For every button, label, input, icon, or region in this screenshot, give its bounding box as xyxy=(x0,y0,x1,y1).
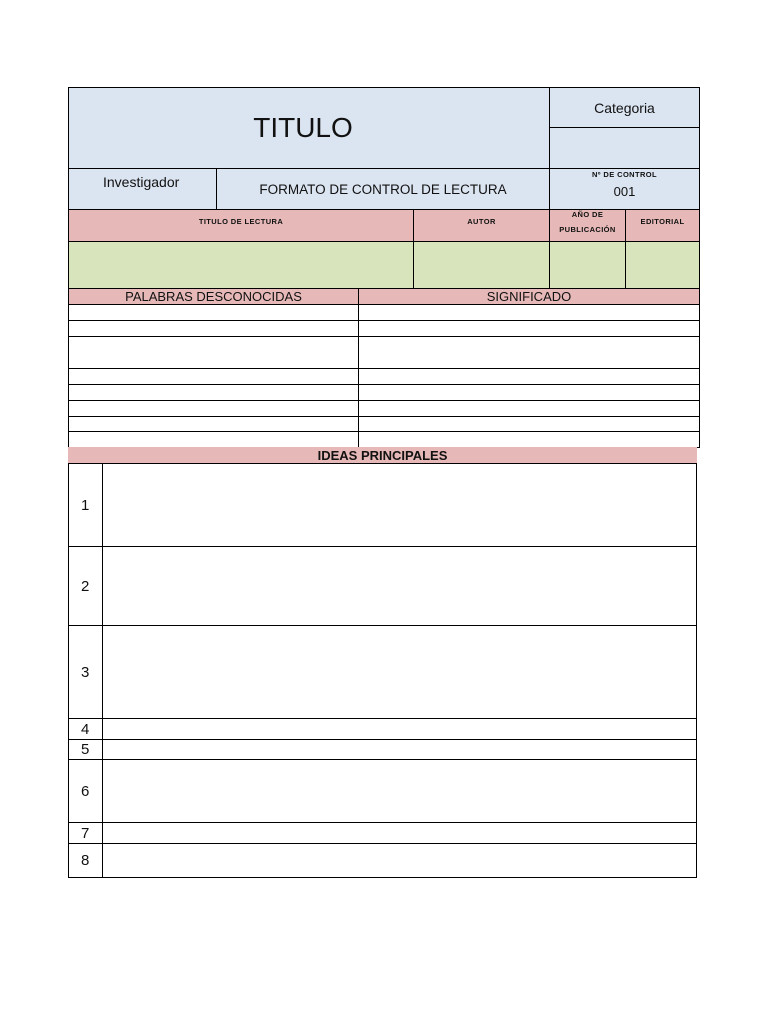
word-field[interactable] xyxy=(68,320,359,337)
idea-field[interactable] xyxy=(102,718,697,740)
idea-field[interactable] xyxy=(102,463,697,547)
idea-field[interactable] xyxy=(102,739,697,760)
word-field[interactable] xyxy=(68,304,359,321)
meaning-field[interactable] xyxy=(358,368,700,385)
main-ideas-header: IDEAS PRINCIPALES xyxy=(68,447,697,464)
publication-year-field[interactable] xyxy=(549,241,626,289)
author-field[interactable] xyxy=(413,241,550,289)
meaning-header: SIGNIFICADO xyxy=(358,288,700,305)
meaning-field[interactable] xyxy=(358,400,700,417)
idea-field[interactable] xyxy=(102,625,697,719)
meaning-field[interactable] xyxy=(358,384,700,401)
col-title-header: TITULO DE LECTURA xyxy=(68,209,414,242)
meaning-field[interactable] xyxy=(358,304,700,321)
reading-title-field[interactable] xyxy=(68,241,414,289)
word-field[interactable] xyxy=(68,431,359,448)
word-field[interactable] xyxy=(68,336,359,369)
title-cell xyxy=(68,87,550,169)
col-author-header: AUTOR xyxy=(413,209,550,242)
idea-number: 3 xyxy=(68,625,103,719)
idea-number: 4 xyxy=(68,718,103,740)
researcher-label: Investigador xyxy=(103,174,180,190)
unknown-words-header: PALABRAS DESCONOCIDAS xyxy=(68,288,359,305)
idea-number: 7 xyxy=(68,822,103,844)
idea-field[interactable] xyxy=(102,759,697,823)
category-value-field[interactable] xyxy=(549,127,700,169)
idea-field[interactable] xyxy=(102,843,697,878)
idea-number: 5 xyxy=(68,739,103,760)
meaning-field[interactable] xyxy=(358,336,700,369)
meaning-field[interactable] xyxy=(358,320,700,337)
control-value: 001 xyxy=(613,184,636,199)
idea-number: 2 xyxy=(68,546,103,626)
page-title: TITULO xyxy=(253,112,353,143)
meaning-field[interactable] xyxy=(358,416,700,432)
idea-number: 6 xyxy=(68,759,103,823)
col-year-header: AÑO DE PUBLICACIÓN xyxy=(549,209,626,242)
control-label: Nº DE CONTROL xyxy=(591,170,658,179)
idea-number: 8 xyxy=(68,843,103,878)
idea-number: 1 xyxy=(68,463,103,547)
editorial-field[interactable] xyxy=(625,241,700,289)
word-field[interactable] xyxy=(68,400,359,417)
format-name-cell xyxy=(216,168,550,210)
word-field[interactable] xyxy=(68,416,359,432)
control-number-cell[interactable] xyxy=(549,168,700,210)
word-field[interactable] xyxy=(68,384,359,401)
idea-field[interactable] xyxy=(102,822,697,844)
col-editorial-header: EDITORIAL xyxy=(625,209,700,242)
researcher-cell[interactable] xyxy=(68,168,217,210)
category-label: Categoria xyxy=(594,99,655,116)
format-name: FORMATO DE CONTROL DE LECTURA xyxy=(259,181,507,197)
idea-field[interactable] xyxy=(102,546,697,626)
category-label-cell xyxy=(549,87,700,128)
meaning-field[interactable] xyxy=(358,431,700,448)
word-field[interactable] xyxy=(68,368,359,385)
